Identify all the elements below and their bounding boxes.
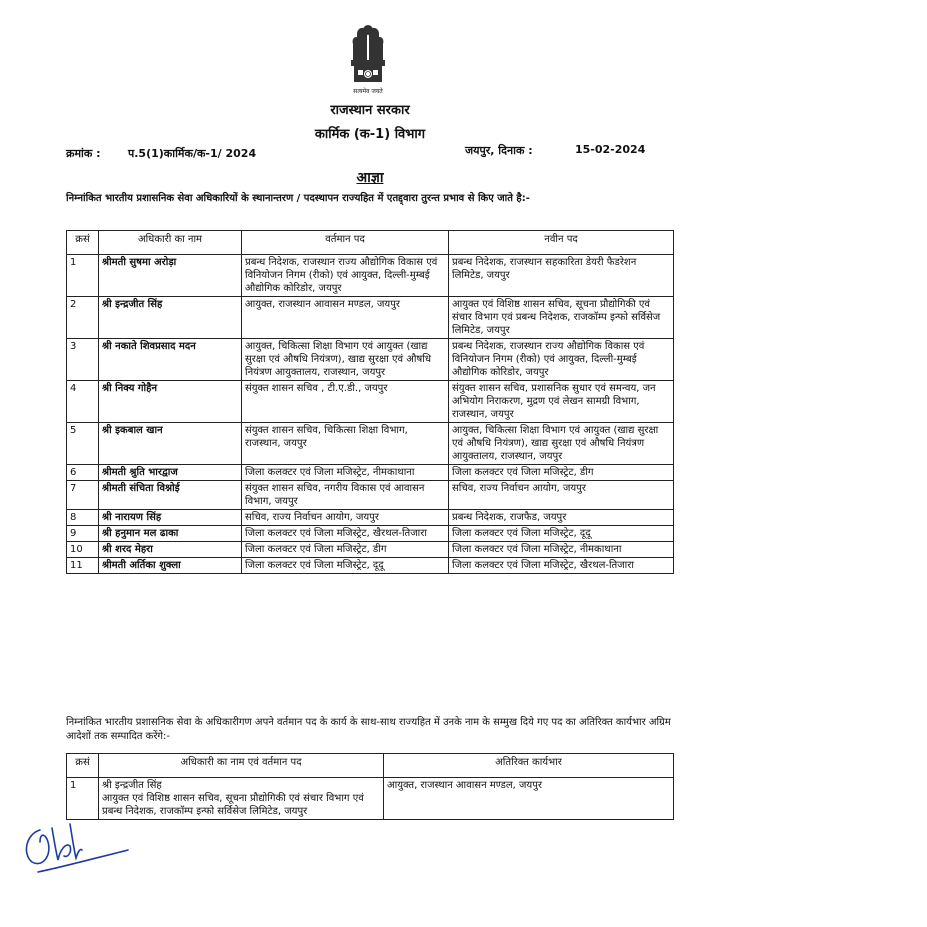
cell-current-post: आयुक्त, चिकित्सा शिक्षा विभाग एवं आयुक्त (खाद्य सुरक्षा एवं औषधि नियंत्रण), खाद्य सुरक्षा एवं औषधि नियंत्रण आयुक्तालय, राजस्थान, जयपुर xyxy=(242,339,449,381)
reference-number-label: क्रमांक : xyxy=(66,147,101,160)
department-title: कार्मिक (क-1) विभाग xyxy=(314,127,426,142)
officer-name: श्री इन्द्रजीत सिंह xyxy=(102,780,162,791)
table-row xyxy=(67,255,674,297)
additional-charge-table xyxy=(66,753,674,820)
table-row xyxy=(67,558,674,574)
signature-icon xyxy=(18,812,138,882)
table-row xyxy=(67,465,674,481)
cell-officer-name: श्री निक्य गोहैन xyxy=(99,381,242,423)
cell-current-post: जिला कलक्टर एवं जिला मजिस्ट्रेट, नीमकाथाना xyxy=(242,465,449,481)
cell-current-post: जिला कलक्टर एवं जिला मजिस्ट्रेट, डीग xyxy=(242,542,449,558)
cell-current-post: संयुक्त शासन सचिव, चिकित्सा शिक्षा विभाग, राजस्थान, जयपुर xyxy=(242,423,449,465)
cell-current-post: जिला कलक्टर एवं जिला मजिस्ट्रेट, दूदू xyxy=(242,558,449,574)
cell-new-post: जिला कलक्टर एवं जिला मजिस्ट्रेट, नीमकाथाना xyxy=(449,542,674,558)
cell-officer-name: श्री नकाते शिवप्रसाद मदन xyxy=(99,339,242,381)
order-intro: निम्नांकित भारतीय प्रशासनिक सेवा अधिकारियों के स्थानान्तरण / पदस्थापन राज्यहित में एतद्द्वारा तुरन्त प्रभाव से किए जाते है:- xyxy=(66,193,530,204)
cell-new-post: जिला कलक्टर एवं जिला मजिस्ट्रेट, खैरथल-तिजारा xyxy=(449,558,674,574)
cell-sno: 8 xyxy=(67,510,99,526)
cell-officer-name: श्री इन्द्रजीत सिंह xyxy=(99,297,242,339)
cell-sno: 5 xyxy=(67,423,99,465)
cell-current-post: प्रबन्ध निदेशक, राजस्थान राज्य औद्योगिक विकास एवं विनियोजन निगम (रीको) एवं आयुक्त, दिल्ली-मुम्बई औद्योगिक कोरिडोर, जयपुर xyxy=(242,255,449,297)
cell-new-post: आयुक्त, चिकित्सा शिक्षा विभाग एवं आयुक्त (खाद्य सुरक्षा एवं औषधि नियंत्रण), खाद्य सुरक्षा एवं औषधि नियंत्रण आयुक्तालय, राजस्थान, जयपुर xyxy=(449,423,674,465)
header-officer-name: अधिकारी का नाम xyxy=(99,231,242,255)
cell-new-post: प्रबन्ध निदेशक, राजस्थान राज्य औद्योगिक विकास एवं विनियोजन निगम (रीको) एवं आयुक्त, दिल्ली-मुम्बई औद्योगिक कोरिडोर, जयपुर xyxy=(449,339,674,381)
reference-number: प.5(1)कार्मिक/क-1/ 2024 xyxy=(128,147,257,160)
cell-current-post: संयुक्त शासन सचिव , टी.ए.डी., जयपुर xyxy=(242,381,449,423)
state-emblem-icon xyxy=(343,22,393,92)
cell-new-post: संयुक्त शासन सचिव, प्रशासनिक सुधार एवं समन्वय, जन अभियोग निराकरण, मुद्रण एवं लेखन सामग्री विभाग, राजस्थान, जयपुर xyxy=(449,381,674,423)
cell-sno: 1 xyxy=(67,255,99,297)
cell-additional-charge: आयुक्त, राजस्थान आवासन मण्डल, जयपुर xyxy=(384,778,674,820)
header-sno: क्रसं xyxy=(67,231,99,255)
table-row xyxy=(67,381,674,423)
cell-sno: 10 xyxy=(67,542,99,558)
cell-officer-name: श्री हनुमान मल ढाका xyxy=(99,526,242,542)
emblem-motto: सत्यमेव जयते xyxy=(353,88,383,95)
charge-header-officer: अधिकारी का नाम एवं वर्तमान पद xyxy=(99,754,384,778)
cell-new-post: आयुक्त एवं विशिष्ठ शासन सचिव, सूचना प्रौद्योगिकी एवं संचार विभाग एवं प्रबन्ध निदेशक, राजकॉम्प इन्फो सर्विसेज लिमिटेड, जयपुर xyxy=(449,297,674,339)
charge-table-header xyxy=(67,754,674,778)
cell-officer-and-post xyxy=(99,778,384,820)
additional-charge-note: निम्नांकित भारतीय प्रशासनिक सेवा के अधिकारीगण अपने वर्तमान पद के कार्य के साथ-साथ राज्यहित में उनके नाम के सम्मुख दिये गए पद का अतिरिक्त कार्यभार अग्रिम आदेशों तक सम्पादित करेंगे:- xyxy=(66,717,671,742)
transfer-table-body xyxy=(67,255,674,574)
cell-sno: 6 xyxy=(67,465,99,481)
table-row xyxy=(67,526,674,542)
cell-new-post: जिला कलक्टर एवं जिला मजिस्ट्रेट, डीग xyxy=(449,465,674,481)
cell-sno: 7 xyxy=(67,481,99,510)
cell-sno: 2 xyxy=(67,297,99,339)
table-row xyxy=(67,778,674,820)
cell-current-post: सचिव, राज्य निर्वाचन आयोग, जयपुर xyxy=(242,510,449,526)
table-row xyxy=(67,542,674,558)
cell-officer-name: श्रीमती सुषमा अरोड़ा xyxy=(99,255,242,297)
government-title: राजस्थान सरकार xyxy=(330,103,410,118)
table-row xyxy=(67,297,674,339)
cell-sno: 11 xyxy=(67,558,99,574)
transfer-table xyxy=(66,230,674,574)
table-row xyxy=(67,339,674,381)
cell-officer-name: श्रीमती अर्तिका शुक्ला xyxy=(99,558,242,574)
cell-current-post: संयुक्त शासन सचिव, नगरीय विकास एवं आवासन विभाग, जयपुर xyxy=(242,481,449,510)
cell-current-post: आयुक्त, राजस्थान आवासन मण्डल, जयपुर xyxy=(242,297,449,339)
place-date-label: जयपुर, दिनाक : xyxy=(465,144,533,157)
cell-sno: 4 xyxy=(67,381,99,423)
cell-sno: 9 xyxy=(67,526,99,542)
cell-new-post: प्रबन्ध निदेशक, राजफैड, जयपुर xyxy=(449,510,674,526)
charge-header-additional: अतिरिक्त कार्यभार xyxy=(384,754,674,778)
table-row xyxy=(67,423,674,465)
transfer-table-header xyxy=(67,231,674,255)
charge-header-sno: क्रसं xyxy=(67,754,99,778)
cell-new-post: सचिव, राज्य निर्वाचन आयोग, जयपुर xyxy=(449,481,674,510)
cell-sno: 1 xyxy=(67,778,99,820)
charge-table-body xyxy=(67,778,674,820)
header-new-post: नवीन पद xyxy=(449,231,674,255)
cell-current-post: जिला कलक्टर एवं जिला मजिस्ट्रेट, खैरथल-तिजारा xyxy=(242,526,449,542)
order-date: 15-02-2024 xyxy=(575,143,646,156)
table-row xyxy=(67,510,674,526)
cell-sno: 3 xyxy=(67,339,99,381)
table-row xyxy=(67,481,674,510)
cell-officer-name: श्री नारायण सिंह xyxy=(99,510,242,526)
officer-current-post: आयुक्त एवं विशिष्ठ शासन सचिव, सूचना प्रौद्योगिकी एवं संचार विभाग एवं प्रबन्ध निदेशक, राजकॉम्प इन्फो सर्विसेज लिमिटेड, जयपुर xyxy=(102,793,364,817)
cell-officer-name: श्री शरद मेहरा xyxy=(99,542,242,558)
cell-officer-name: श्री इकबाल खान xyxy=(99,423,242,465)
header-current-post: वर्तमान पद xyxy=(242,231,449,255)
cell-officer-name: श्रीमती श्रुति भारद्वाज xyxy=(99,465,242,481)
cell-new-post: प्रबन्ध निदेशक, राजस्थान सहकारिता डेयरी फैडरेशन लिमिटेड, जयपुर xyxy=(449,255,674,297)
cell-officer-name: श्रीमती संचिता विश्नोई xyxy=(99,481,242,510)
order-title: आज्ञा xyxy=(356,170,384,186)
cell-new-post: जिला कलक्टर एवं जिला मजिस्ट्रेट, दूदू xyxy=(449,526,674,542)
